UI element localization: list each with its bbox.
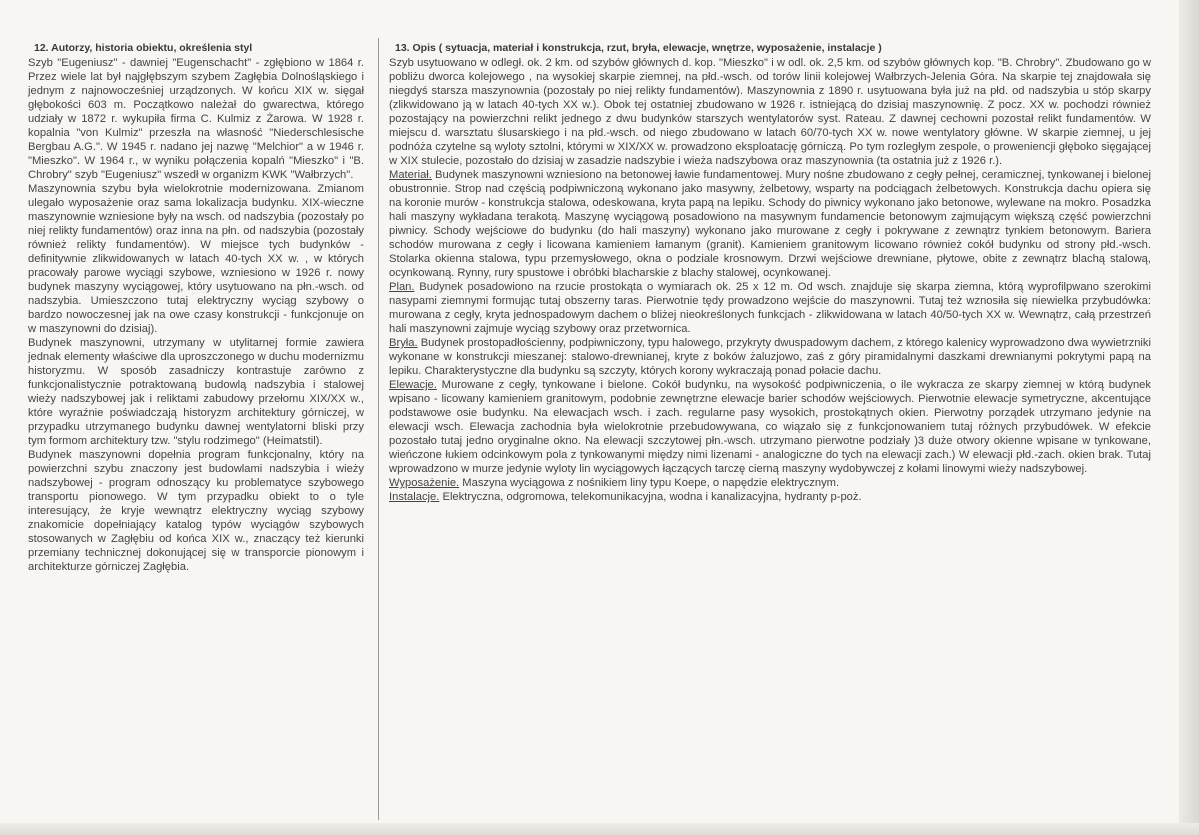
installations-text: Elektryczna, odgromowa, telekomunikacyjna, wodna i kanalizacyjna, hydranty p-poż. bbox=[439, 491, 862, 503]
material-text: Budynek maszynowni wzniesiono na betonowej ławie fundamentowej. Mury nośne zbudowano z cegły pełnej, ceramicznej, tynkowanej i bielonej obustronnie. Strop nad częścią podpiwniczoną wykonano jako masywny, żelbetowy, wsparty na podciągach żelbetowych. Konstrukcja dachu opiera się na koronie murów - konstrukcja stalowa, odeskowana, kryta papą na lepiku. Schody do piwnicy wykonano jako betonowe, wylewane na mokro. Posadzka hali maszyny wykładana terakotą. Maszynę wyciągową posadowiono na masywnym fundamencie betonowym zajmującym większą część powierzchni piwnicy. Schody wejściowe do budynku (do hali maszyny) wykonano jako murowane z cegły i pokrywane z zewnątrz tynkiem betonowym. Bariera schodów murowana z cegły i licowana kamieniem łamanym (granit). Kamieniem granitowym licowano również cokół budynku od strony płd.-wsch. Stolarka okienna stalowa, typu przemysłowego, okna o podziale krosnowym. Drzwi wejściowe drewniane, płytowe, obite z zewnątrz blachą stalową, ocynkowaną. Rynny, rury spustowe i obróbki blacharskie z blachy stalowej, ocynkowanej. bbox=[389, 169, 1151, 279]
facades-paragraph bbox=[389, 378, 1151, 476]
plan-text: Budynek posadowiono na rzucie prostokąta o wymiarach ok. 25 x 12 m. Od wsch. znajduje się skarpa ziemna, którą wyprofilpwano szerokimi nasypami ziemnymi formując tutaj obszerny taras. Pierwotnie tędy prowadzono wejście do maszynowni. Tutaj też wznosiła się niewielka przybudówka: murowana z cegły, kryta jednospadowym dachem o bliżej nieokreślonych funkcjach - zlikwidowana w latach 40/50-tych XX w. Wewnątrz, całą przestrzeń hali maszynowni zajmuje wyciąg szybowy oraz przetwornica. bbox=[389, 281, 1151, 335]
scan-edge bbox=[1179, 0, 1199, 835]
section-13-heading: 13. Opis ( sytuacja, materiał i konstrukcja, rzut, bryła, elewacje, wnętrze, wyposażenie, instalacje ) bbox=[395, 42, 882, 54]
massing-paragraph bbox=[389, 336, 1151, 378]
facades-text: Murowane z cegły, tynkowane i bielone. Cokół budynku, na wysokość podpiwniczenia, o ile wykracza ze skarpy ziemnej w którą budynek wpisano - licowany kamieniem granitowym, podobnie zewnętrzne elewacje barier schodów wejściowych. Pierwotnie elewacje symetryczne, akcentujące podstawowe osie budynku. Na elewacjach wsch. i zach. regularne pasy wysokich, prostokątnych okien. Pierwotny porządek utrzymano jedynie na elewacji wsch. Elewacja zachodnia była wielokrotnie przebudowywana, co wiązało się z funkcjonowaniem tutaj różnych przybudówek. W efekcie pozostało tutaj jedno oryginalne okno. Na elewacji szczytowej płn.-wsch. utrzymano pierwotne podziały )3 duże otwory okienne wpisane w tynkowane, wieńczone łukiem odcinkowym pola z tynkowanymi między nimi lizenami - analogiczne do tych na elewacji zach.) W elewacji płd.-zach. okien brak. Tutaj wprowadzono w murze jedynie wyloty lin wyciągowych łączących tarczę cierną maszyny wydobywczej z kołami linowymi wieży nadszybowej. bbox=[389, 379, 1151, 475]
section-12-heading: 12. Autorzy, historia obiektu, określenia styl bbox=[34, 42, 253, 54]
section-13-column bbox=[389, 42, 1151, 504]
material-label: Materiał. bbox=[389, 169, 432, 181]
material-paragraph bbox=[389, 168, 1151, 280]
installations-paragraph bbox=[389, 490, 1151, 504]
plan-label: Plan. bbox=[389, 281, 415, 293]
equipment-label: Wyposażenie. bbox=[389, 477, 460, 489]
facades-label: Elewacje. bbox=[389, 379, 437, 391]
history-paragraph: Budynek maszynowni, utrzymany w utylitarnej formie zawiera jednak elementy właściwe dla uproszczonego w duchu modernizmu historyzmu. W sposób zasadniczy kontrastuje zarówno z funkcjonalistycznie potraktowaną budowlą nadszybia i stalowej wieży nadszybowej jak i reliktami zabudowy przełomu XIX/XX w., które wyraźnie poświadczają historyzm architektury górniczej, w przypadku utrzymanego budynku dawnej wentylatorni bliski przy tym formom architektury tzw. "stylu rodzimego" (Heimatstil). bbox=[28, 337, 364, 447]
massing-label: Bryła. bbox=[389, 337, 418, 349]
history-paragraph: Budynek maszynowni dopełnia program funkcjonalny, który na powierzchni szybu znaczony jest budowlami nadszybia i wieży nadszybowej - program odnoszący ku problematyce szybowego transportu pionowego. W tym przypadku obiekt to o tyle interesujący, że kryje wewnątrz elektryczny wyciąg szybowy znakomicie dopełniający katalog typów wyciągów szybowych stosowanych w Zagłębiu od końca XIX w., znaczący też kierunki przemiany technicznej dokonującej się w transporcie pionowym i architekturze górniczej Zagłębia. bbox=[28, 449, 364, 573]
equipment-paragraph bbox=[389, 476, 1151, 490]
installations-label: Instalacje. bbox=[389, 491, 440, 503]
section-12-column bbox=[28, 42, 364, 574]
history-paragraph: Szyb "Eugeniusz" - dawniej "Eugenschacht" - zgłębiono w 1864 r. Przez wiele lat był najgłębszym szybem Zagłębia Dolnośląskiego i jednym z najnowocześniej urządzonych. W końcu XIX w. sięgał głębokości 603 m. Początkowo należał do gwarectwa, którego udziały w 1872 r. wykupiła firma C. Kulmiz z Żarowa. W 1928 r. kopalnia "von Kulmiz" przeszła na własność "Niederschlesische Bergbau A.G.". W 1945 r. nadano jej nazwę "Melchior" a w 1946 r. "Mieszko". W 1964 r., w wyniku połączenia kopalń "Mieszko" i "B. Chrobry" szyb "Eugeniusz" wszedł w organizm KWK "Wałbrzych". bbox=[28, 57, 364, 181]
plan-paragraph bbox=[389, 280, 1151, 336]
massing-text: Budynek prostopadłościenny, podpiwniczony, typu halowego, przykryty dwuspadowym dachem, z którego kalenicy wyprowadzono dwa wywietrzniki wykonane w konstrukcji mieszanej: stalowo-drewnianej, kryte z boków żaluzjowo, zaś z góry piramidalnymi daszkami drewnianymi pokrytymi papą na lepiku. Charakterystyczne dla budynku są szczyty, których korony wykraczają ponad połacie dachu. bbox=[389, 337, 1151, 377]
scan-edge bbox=[0, 823, 1199, 835]
equipment-text: Maszyna wyciągowa z nośnikiem liny typu Koepe, o napędzie elektrycznym. bbox=[459, 477, 840, 489]
situation-paragraph: Szyb usytuowano w odległ. ok. 2 km. od szybów głównych d. kop. "Mieszko" i w odl. ok. 2,5 km. od szybów głównych kop. "B. Chrobry". Zbudowano go w pobliżu dworca kolejowego , na wysokiej skarpie ziemnej, na płd.-wsch. od torów linii kolejowej Wałbrzych-Jelenia Góra. Na skarpie tej znajdowała się niegdyś starsza maszynownia (pozostały po niej relikty fundamentów). Maszynownia z 1890 r. usytuowana była już na płd. od nadszybia u stóp skarpy (zlikwidowano ją w latach 40-tych XX w.). Obok tej ostatniej zbudowano w 1926 r. istniejącą do dzisiaj maszynownię. Z pocz. XX w. pochodzi również pozostający na powierzchni relikt jednego z dwu budynków starszych wentylatorów syst. Rateau. Z dawnej cechowni pozostał relikt fundamentów. W miejscu d. warsztatu ślusarskiego i na płd.-wsch. od niego zbudowano w latach 60/70-tych XX w. nowe wentylatory główne. W skarpie ziemnej, u jej podnóża czytelne są wyloty sztolni, którymi w XIX/XX w. prowadzono eksploatację górniczą. Po tym rozległym zespole, o proweniencji głęboko sięgającej w XIX stulecie, pozostało do dzisiaj w zasadzie nadszybie i wieża nadszybowa oraz maszynownia (ta ostatnia już z 1926 r.). bbox=[389, 57, 1151, 167]
history-paragraph: Maszynownia szybu była wielokrotnie modernizowana. Zmianom ulegało wyposażenie oraz sama lokalizacja budynku. XIX-wieczne maszynownie wzniesione były na wsch. od nadszybia (pozostały po niej relikty fundamentów) oraz inna na płn. od nadszybia (pozostały również relikty fundamentów). W miejsce tych budynków - definitywnie zlikwidowanych w latach 40-tych XX w. , w których pracowały parowe wyciągi szybowe, wzniesiono w 1926 r. nowy budynek maszyny wyciągowej, który usytuowano na płn.-wsch. od nadszybia. Umieszczono tutaj elektryczny wyciąg szybowy o bardzo nowoczesnej jak na owe czasy konstrukcji - funkcjonuje on w maszynowni do dzisiaj). bbox=[28, 183, 364, 335]
column-divider bbox=[378, 38, 379, 820]
